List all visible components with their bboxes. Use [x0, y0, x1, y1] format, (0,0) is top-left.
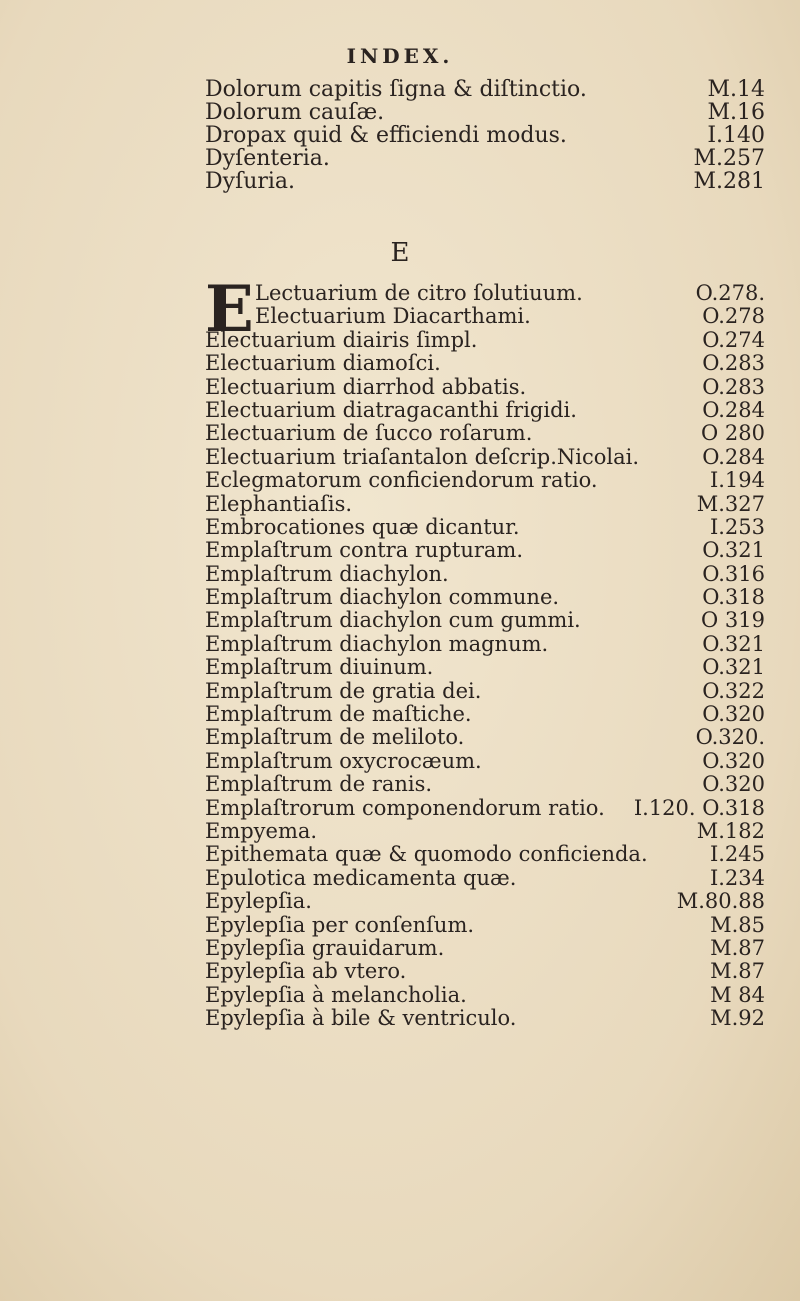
index-entry — [205, 984, 765, 1007]
index-entry — [205, 867, 765, 890]
entry-term: Electuarium diairis ſimpl. — [205, 327, 478, 352]
index-entry — [205, 493, 765, 516]
entry-term: Electuarium diatragacanthi frigidi. — [205, 397, 577, 422]
entry-term: Emplaſtrum diachylon. — [205, 561, 449, 586]
entry-term: Epylepſia à melancholia. — [205, 982, 467, 1007]
entry-reference: O 280 — [701, 421, 765, 446]
entry-reference: O.283 — [702, 351, 765, 376]
entry-term: Emplaſtrum de ranis. — [205, 772, 433, 797]
entry-term: Dolorum capitis ſigna & diſtinctio. — [205, 77, 587, 102]
index-entry — [205, 422, 765, 445]
index-entry — [205, 586, 765, 609]
entry-term: Emplaſtrum contra rupturam. — [205, 538, 524, 563]
entry-term: Epylepſia ab vtero. — [205, 959, 407, 984]
entry-reference: O.274 — [702, 327, 765, 352]
index-entry — [205, 352, 765, 375]
index-entry — [205, 820, 765, 843]
entry-term: Epulotica medicamenta quæ. — [205, 865, 517, 890]
entry-reference: O.320 — [702, 772, 765, 797]
entry-term: Dropax quid & efficiendi modus. — [205, 123, 567, 148]
entry-reference: M.85 — [710, 912, 765, 937]
entry-reference: M 84 — [710, 982, 765, 1007]
entry-term: Emplaſtrum diachylon magnum. — [205, 631, 549, 656]
index-entry — [205, 78, 765, 101]
entry-reference: I.120. O.318 — [633, 795, 765, 820]
entry-term: Emplaſtrum diachylon commune. — [205, 585, 560, 610]
index-entry — [205, 680, 765, 703]
e-entries — [205, 272, 765, 1031]
entry-term: Embrocationes quæ dicantur. — [205, 514, 520, 539]
entry-term: Emplaſtrorum componendorum ratio. — [205, 795, 605, 820]
index-entry — [205, 633, 765, 656]
entry-reference: O.321 — [702, 538, 765, 563]
index-entry — [205, 773, 765, 796]
entry-term: Epylepſia. — [205, 889, 312, 914]
index-entry — [205, 960, 765, 983]
index-entry — [205, 124, 765, 147]
entry-reference: O.283 — [702, 374, 765, 399]
entry-reference: O.278. — [695, 281, 765, 305]
entry-reference: O.284 — [702, 397, 765, 422]
entry-term: Emplaſtrum de gratia dei. — [205, 678, 482, 703]
entry-reference: I.234 — [709, 865, 765, 890]
index-entry — [205, 843, 765, 866]
index-entry — [205, 329, 765, 352]
entry-reference: M.80.88 — [676, 889, 765, 914]
entry-term: Electuarium diarrhod abbatis. — [205, 374, 527, 399]
entry-term: Lectuarium de citro ſolutiuum. — [255, 281, 583, 305]
top-entries — [205, 78, 765, 193]
index-entry — [205, 399, 765, 422]
entry-term: Epithemata quæ & quomodo conficienda. — [205, 842, 648, 867]
entry-term: Emplaſtrum de meliloto. — [205, 725, 465, 750]
index-entry — [205, 101, 765, 124]
entry-term: Epylepſia à bile & ventriculo. — [205, 1006, 517, 1031]
index-entry — [205, 890, 765, 913]
entry-reference: M.281 — [693, 169, 765, 194]
entry-reference: O.278 — [702, 304, 765, 329]
index-entry — [205, 469, 765, 492]
index-entry — [205, 539, 765, 562]
entry-term: Electuarium Diacarthami. — [255, 304, 531, 329]
entry-reference: M.327 — [696, 491, 765, 516]
entry-term: Emplaſtrum oxycrocæum. — [205, 748, 482, 773]
index-entry — [205, 516, 765, 539]
entry-reference: M.14 — [707, 77, 765, 102]
index-entry — [205, 937, 765, 960]
section-letter: E — [390, 238, 410, 268]
entry-reference: O.322 — [702, 678, 765, 703]
entry-term: Eclegmatorum conficiendorum ratio. — [205, 468, 598, 493]
index-entry — [205, 563, 765, 586]
entry-reference: O.320 — [702, 748, 765, 773]
index-entry — [205, 656, 765, 679]
entry-reference: O.320 — [702, 702, 765, 727]
entry-reference: O 319 — [701, 608, 765, 633]
dropcap-letter: E — [205, 272, 254, 347]
entry-reference: M.87 — [710, 935, 765, 960]
entry-reference: M.257 — [693, 146, 765, 171]
entry-reference: O.284 — [702, 444, 765, 469]
index-entry — [205, 750, 765, 773]
entry-reference: O.318 — [702, 585, 765, 610]
entry-reference: I.194 — [709, 468, 765, 493]
entry-term: Elephantiaſis. — [205, 491, 353, 516]
index-entry — [205, 305, 765, 328]
entry-reference: M.16 — [707, 100, 765, 125]
index-entry — [205, 376, 765, 399]
entry-term: Epylepſia grauidarum. — [205, 935, 445, 960]
index-entry — [205, 446, 765, 469]
index-entry — [205, 703, 765, 726]
running-header: INDEX. — [346, 44, 454, 68]
index-entry — [205, 147, 765, 170]
entry-term: Dyſenteria. — [205, 146, 330, 171]
entry-reference: M.92 — [710, 1006, 765, 1031]
entry-term: Empyema. — [205, 818, 318, 843]
index-entry — [205, 170, 765, 193]
entry-term: Dolorum cauſæ. — [205, 100, 385, 125]
entry-term: Electuarium diamoſci. — [205, 351, 441, 376]
entry-reference: I.253 — [709, 514, 765, 539]
entry-term: Emplaſtrum de maſtiche. — [205, 702, 472, 727]
index-entry — [205, 1007, 765, 1030]
entry-reference: O.321 — [702, 655, 765, 680]
entry-reference: O.316 — [702, 561, 765, 586]
entry-term: Electuarium triaſantalon deſcrip.Nicolai. — [205, 444, 640, 469]
entry-reference: M.182 — [696, 818, 765, 843]
entry-term: Emplaſtrum diachylon cum gummi. — [205, 608, 581, 633]
index-entry — [205, 914, 765, 937]
entry-term: Epylepſia per conſenſum. — [205, 912, 475, 937]
entry-reference: M.87 — [710, 959, 765, 984]
entry-reference: O.320. — [695, 725, 765, 750]
index-entry — [205, 609, 765, 632]
entry-term: Emplaſtrum diuinum. — [205, 655, 434, 680]
index-entry — [205, 726, 765, 749]
entry-reference: O.321 — [702, 631, 765, 656]
entry-term: Dyſuria. — [205, 169, 296, 194]
entry-term: Electuarium de ſucco roſarum. — [205, 421, 533, 446]
index-entry — [205, 797, 765, 820]
entry-reference: I.245 — [709, 842, 765, 867]
entry-reference: I.140 — [707, 123, 765, 148]
